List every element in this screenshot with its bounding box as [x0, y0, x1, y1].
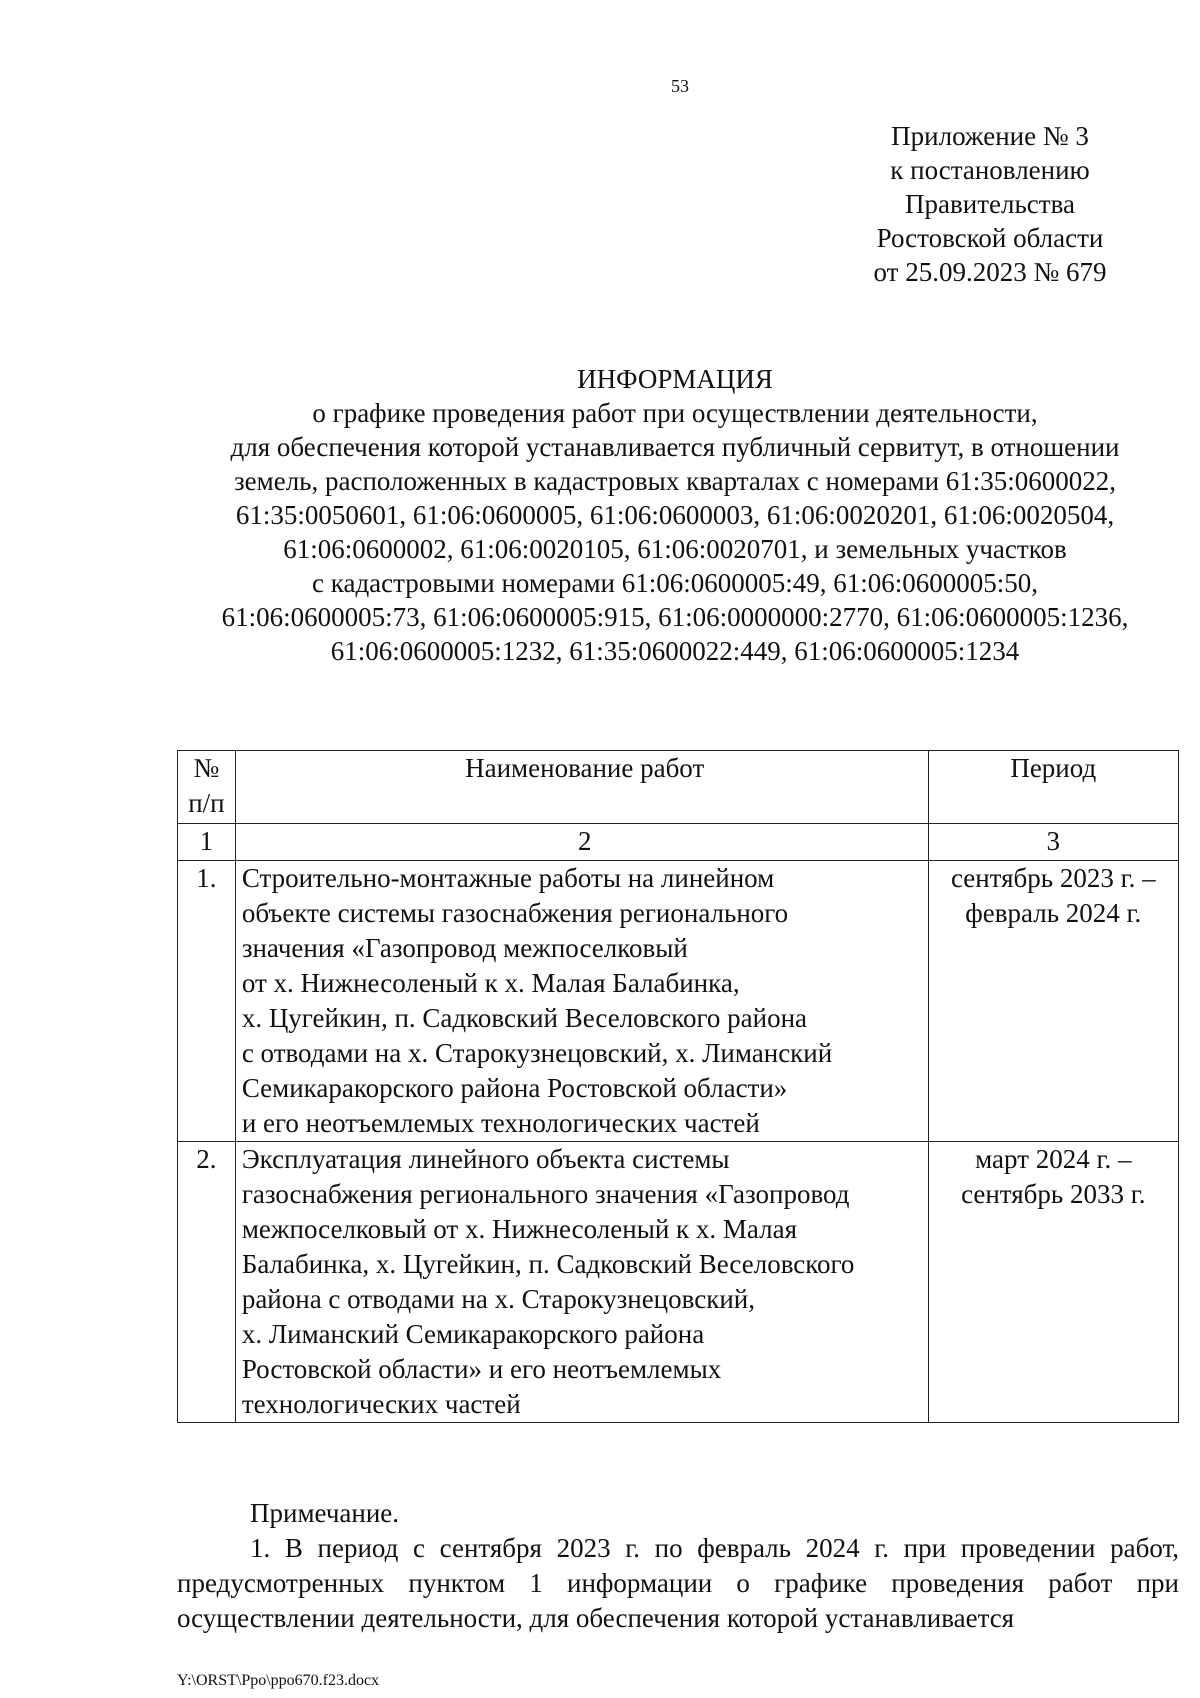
header-number-line: п/п	[188, 788, 225, 818]
row-period-line: сентябрь 2023 г. –	[950, 863, 1156, 893]
row-name	[235, 1142, 928, 1423]
row-name-line: объекте системы газоснабжения регионального	[241, 898, 789, 928]
row-number: 2.	[178, 1142, 236, 1423]
title-line: с кадастровыми номерами 61:06:0600005:49, 61:06:0600005:50,	[312, 568, 1038, 598]
note-paragraph: 1. В период с сентября 2023 г. по февраль 2024 г. при проведении работ, предусмотренных пунктом 1 информации о графике проведения работ при осуществлении деятельности, для обеспечения которой устанавливается	[177, 1533, 1179, 1633]
title-line: земель, расположенных в кадастровых кварталах с номерами 61:35:0600022,	[233, 466, 1117, 496]
header-number-line: №	[193, 753, 220, 783]
row-period	[928, 1142, 1178, 1423]
index-cell: 2	[235, 824, 928, 861]
row-name-line: Эксплуатация линейного объекта системы	[241, 1144, 730, 1174]
header-name: Наименование работ	[235, 751, 928, 824]
appendix-block	[860, 119, 1120, 289]
row-name-line: газоснабжения регионального значения «Газопровод	[241, 1179, 850, 1209]
document-title	[160, 362, 1190, 668]
row-name-line: х. Цугейкин, п. Садковский Веселовского района	[241, 1003, 808, 1033]
footer-file-path: Y:\ORST\Ppo\ppo670.f23.docx	[177, 1672, 380, 1689]
appendix-line: Правительства	[905, 189, 1075, 219]
title-line: 61:06:0600005:73, 61:06:0600005:915, 61:06:0000000:2770, 61:06:0600005:1236,	[221, 602, 1129, 632]
appendix-line: от 25.09.2023 № 679	[873, 257, 1107, 287]
row-name-line: х. Лиманский Семикаракорского района	[241, 1319, 705, 1349]
row-name-line: и его неотъемлемых технологических частей	[241, 1108, 760, 1138]
row-name-line: с отводами на х. Старокузнецовский, х. Лиманский	[241, 1038, 833, 1068]
appendix-line: к постановлению	[890, 155, 1090, 185]
title-line: 61:06:0600005:1232, 61:35:0600022:449, 61:06:0600005:1234	[330, 636, 1020, 666]
row-name-line: Строительно-монтажные работы на линейном	[241, 863, 775, 893]
title-line: для обеспечения которой устанавливается публичный сервитут, в отношении	[230, 432, 1120, 462]
row-name-line: межпоселковый от х. Нижнесоленый к х. Малая	[241, 1214, 798, 1244]
note-title: Примечание.	[250, 1498, 400, 1528]
note-block	[177, 1496, 1179, 1636]
appendix-line: Приложение № 3	[891, 121, 1089, 151]
row-name	[235, 861, 928, 1142]
appendix-line: Ростовской области	[876, 223, 1104, 253]
row-name-line: Ростовской области» и его неотъемлемых	[241, 1354, 722, 1384]
title-heading: ИНФОРМАЦИЯ	[577, 364, 773, 394]
row-name-line: технологических частей	[241, 1389, 521, 1419]
row-period-line: сентябрь 2033 г.	[961, 1179, 1146, 1209]
table-index-row	[178, 824, 1179, 861]
header-period: Период	[928, 751, 1178, 824]
header-number	[178, 751, 236, 824]
row-name-line: значения «Газопровод межпоселковый	[241, 933, 688, 963]
title-line: о графике проведения работ при осуществлении деятельности,	[312, 398, 1038, 428]
row-name-line: Балабинка, х. Цугейкин, п. Садковский Веселовского	[241, 1249, 855, 1279]
row-period-line: март 2024 г. –	[975, 1144, 1132, 1174]
row-number: 1.	[178, 861, 236, 1142]
row-period	[928, 861, 1178, 1142]
row-name-line: района с отводами на х. Старокузнецовский,	[241, 1284, 755, 1314]
row-name-line: Семикаракорского района Ростовской области»	[241, 1073, 788, 1103]
title-line: 61:06:0600002, 61:06:0020105, 61:06:0020701, и земельных участков	[283, 534, 1067, 564]
table-header-row	[178, 751, 1179, 824]
page-number: 53	[671, 76, 689, 96]
title-line: 61:35:0050601, 61:06:0600005, 61:06:0600003, 61:06:0020201, 61:06:0020504,	[235, 500, 1115, 530]
works-schedule-table	[177, 750, 1179, 1423]
row-name-line: от х. Нижнесоленый к х. Малая Балабинка,	[241, 968, 740, 998]
table-row	[178, 1142, 1179, 1423]
index-cell: 1	[178, 824, 236, 861]
index-cell: 3	[928, 824, 1178, 861]
row-period-line: февраль 2024 г.	[965, 898, 1142, 928]
table-row	[178, 861, 1179, 1142]
